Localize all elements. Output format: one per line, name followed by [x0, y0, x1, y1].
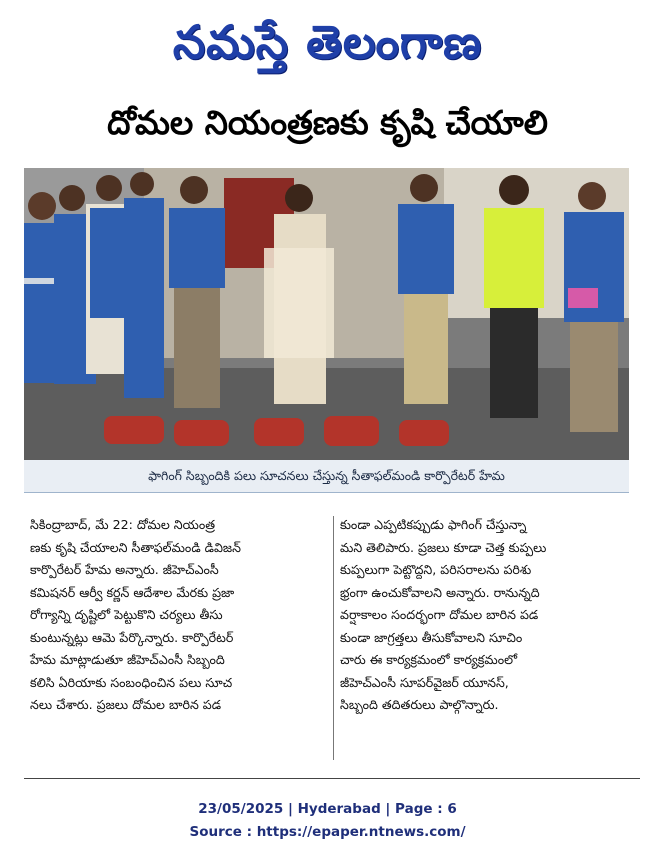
fogging-staff-photo-illustration [24, 168, 629, 460]
column-line: కుండా జాగ్రత్తలు తీసుకోవాలని సూచిం [340, 629, 523, 645]
column-line: నలు చేశారు. ప్రజలు దోమల బారిన పడ [30, 697, 222, 712]
column-divider [333, 516, 334, 760]
footer-source-line: Source : https://epaper.ntnews.com/ [189, 824, 466, 840]
column-line: సికింద్రాబాద్, మే 22: దోమల నియంత్ర [30, 517, 216, 532]
article-column-right [340, 514, 632, 717]
column-line: కుండా ఎప్పటికప్పుడు ఫాగింగ్ చేస్తున్నా [340, 517, 527, 532]
column-line: ణకు కృషి చేయాలని సీతాఫల్‌మండి డివిజన్ [30, 539, 241, 555]
article-photo [24, 168, 629, 460]
footer-date-line: 23/05/2025 | Hyderabad | Page : 6 [198, 801, 457, 817]
newspaper-masthead: నమస్తే తెలంగాణ [172, 15, 483, 69]
column-line: మని తెలిపారు. ప్రజలు కూడా చెత్త కుప్పలు [340, 539, 547, 555]
column-line: కార్పొరేటర్ హేమ అన్నారు. జీహెచ్‌ఎంసీ [30, 562, 219, 577]
column-line: వర్షాకాలం సందర్భంగా దోమల బారిన పడ [340, 607, 539, 622]
article-headline: దోమల నియంత్రణకు కృషి చేయాలి [107, 103, 548, 142]
column-line: కుంటున్నట్లు ఆమె పేర్కొన్నారు. కార్పొరేటర్ [30, 629, 234, 645]
column-line: కమిషనర్ ఆర్వీ కర్ణన్ ఆదేశాల మేరకు ప్రజా [30, 584, 235, 600]
column-line: సిబ్బంది తదితరులు పాల్గొన్నారు. [340, 697, 499, 712]
column-line: రోగ్యాన్ని దృష్టిలో పెట్టుకొని చర్యలు తీసు [30, 607, 223, 622]
photo-caption: ఫాగింగ్ సిబ్బందికి పలు సూచనలు చేస్తున్న సీతాఫల్‌మండి కార్పొరేటర్ హేమ [24, 460, 629, 493]
column-line: భ్రంగా ఉంచుకోవాలని అన్నారు. రానున్నది [340, 584, 540, 600]
column-line: జీహెచ్‌ఎంసీ సూపర్‌వైజర్ యూనస్, [340, 674, 509, 690]
column-line: కలిసి ఏరియాకు సంబంధించిన పలు సూచ [30, 674, 233, 690]
column-line: కుప్పలుగా పెట్టొద్దని, పరిసరాలను పరిశు [340, 562, 532, 577]
footer-rule [24, 778, 640, 779]
article-column-left [30, 514, 326, 717]
column-line: చారు ఈ కార్యక్రమంలో కార్యక్రమంలో [340, 652, 518, 667]
column-line: హేమ మాట్లాడుతూ జీహెచ్‌ఎంసీ సిబ్బంది [30, 652, 225, 667]
